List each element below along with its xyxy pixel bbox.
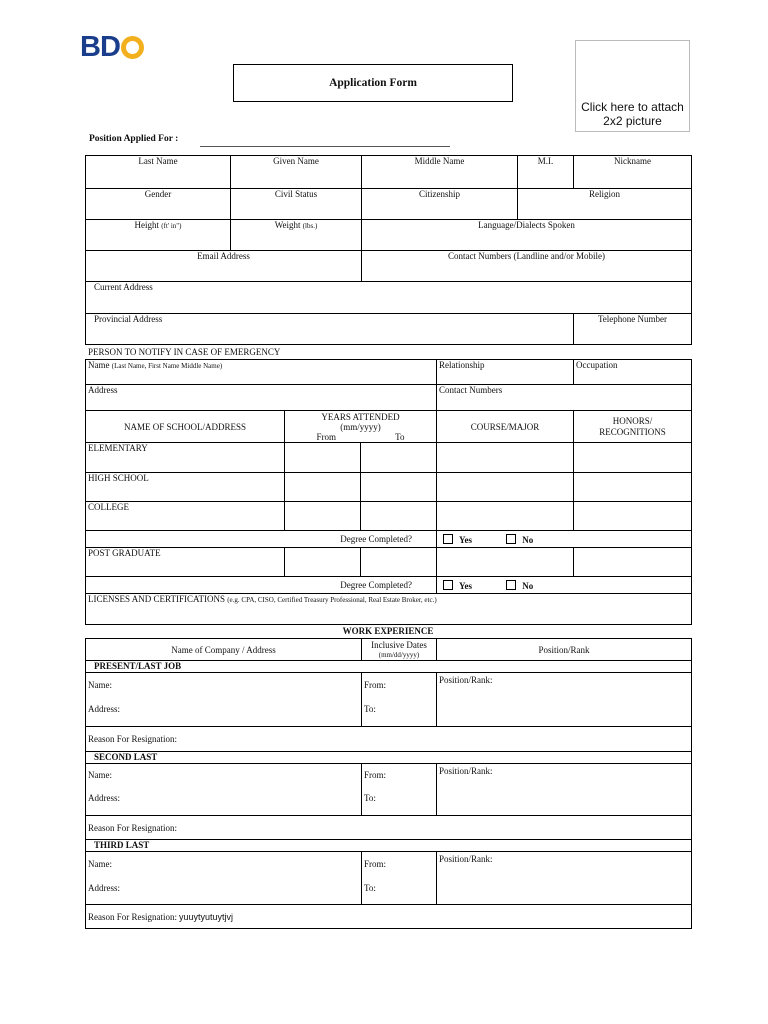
elementary-from-field[interactable] xyxy=(285,443,361,473)
last-name-field[interactable]: Last Name xyxy=(86,156,231,189)
school-header: NAME OF SCHOOL/ADDRESS xyxy=(86,411,285,443)
email-field[interactable]: Email Address xyxy=(86,251,362,282)
mi-field[interactable]: M.I. xyxy=(518,156,574,189)
current-address-field[interactable]: Current Address xyxy=(86,282,692,314)
photo-label-line1: Click here to attach xyxy=(581,100,684,114)
checkbox-icon xyxy=(506,534,516,544)
emergency-education-table xyxy=(85,359,692,625)
post-graduate-course-field[interactable] xyxy=(437,548,574,577)
job1-reason-field[interactable]: Reason For Resignation: xyxy=(86,727,692,752)
job2-dates-field[interactable]: From: To: xyxy=(362,764,437,816)
occupation-field[interactable]: Occupation xyxy=(574,360,692,385)
work-experience-table xyxy=(85,638,692,929)
job3-company-field[interactable]: Name: Address: xyxy=(86,852,362,905)
pg-degree-yes-checkbox[interactable]: Yes xyxy=(443,581,472,591)
attach-photo-button[interactable] xyxy=(575,40,690,132)
job1-position-field[interactable]: Position/Rank: xyxy=(437,673,692,727)
photo-label-line2: 2x2 picture xyxy=(603,114,662,128)
post-graduate-to-field[interactable] xyxy=(361,548,437,577)
relationship-field[interactable]: Relationship xyxy=(437,360,574,385)
college-honors-field[interactable] xyxy=(574,502,692,531)
personal-info-table xyxy=(85,155,692,345)
height-field[interactable]: Height (ft' in") xyxy=(86,220,231,251)
emergency-contact-field[interactable]: Contact Numbers xyxy=(437,385,692,411)
post-graduate-field[interactable]: POST GRADUATE xyxy=(86,548,285,577)
emergency-heading: PERSON TO NOTIFY IN CASE OF EMERGENCY xyxy=(88,347,281,357)
job1-company-field[interactable]: Name: Address: xyxy=(86,673,362,727)
degree-completed-options xyxy=(437,531,692,548)
job3-reason-field[interactable]: Reason For Resignation: yuuytyutuytjvj xyxy=(86,905,692,929)
pg-degree-no-checkbox[interactable]: No xyxy=(506,581,533,591)
middle-name-field[interactable]: Middle Name xyxy=(362,156,518,189)
job3-reason-value: yuuytyutuytjvj xyxy=(179,911,234,922)
course-header: COURSE/MAJOR xyxy=(437,411,574,443)
checkbox-icon xyxy=(443,580,453,590)
dates-header: Inclusive Dates (mm/dd/yyyy) xyxy=(362,639,437,661)
college-field[interactable]: COLLEGE xyxy=(86,502,285,531)
provincial-address-field[interactable]: Provincial Address xyxy=(86,314,574,345)
bdo-logo xyxy=(80,30,144,64)
logo-text: BD xyxy=(80,31,120,63)
elementary-course-field[interactable] xyxy=(437,443,574,473)
high-school-honors-field[interactable] xyxy=(574,473,692,502)
high-school-from-field[interactable] xyxy=(285,473,361,502)
logo-ring-icon xyxy=(121,36,144,59)
elementary-honors-field[interactable] xyxy=(574,443,692,473)
college-course-field[interactable] xyxy=(437,502,574,531)
emergency-address-field[interactable]: Address xyxy=(86,385,437,411)
given-name-field[interactable]: Given Name xyxy=(231,156,362,189)
job-label-second: SECOND LAST xyxy=(86,752,692,764)
nickname-field[interactable]: Nickname xyxy=(574,156,692,189)
licenses-field[interactable]: LICENSES AND CERTIFICATIONS (e.g. CPA, CISO, Certified Treasury Professional, Real Estate Broker, etc.) xyxy=(86,594,692,625)
post-graduate-honors-field[interactable] xyxy=(574,548,692,577)
college-degree-no-checkbox[interactable]: No xyxy=(506,535,533,545)
job2-reason-field[interactable]: Reason For Resignation: xyxy=(86,816,692,840)
high-school-course-field[interactable] xyxy=(437,473,574,502)
college-degree-yes-checkbox[interactable]: Yes xyxy=(443,535,472,545)
job2-position-field[interactable]: Position/Rank: xyxy=(437,764,692,816)
language-field[interactable]: Language/Dialects Spoken xyxy=(362,220,692,251)
post-graduate-from-field[interactable] xyxy=(285,548,361,577)
job3-position-field[interactable]: Position/Rank: xyxy=(437,852,692,905)
work-experience-heading: WORK EXPERIENCE xyxy=(342,626,434,636)
college-from-field[interactable] xyxy=(285,502,361,531)
job1-dates-field[interactable]: From: To: xyxy=(362,673,437,727)
position-applied-label: Position Applied For : xyxy=(89,134,179,144)
civil-status-field[interactable]: Civil Status xyxy=(231,189,362,220)
job-label-third: THIRD LAST xyxy=(86,840,692,852)
position-applied-field[interactable] xyxy=(200,146,450,147)
elementary-school-field[interactable]: ELEMENTARY xyxy=(86,443,285,473)
job-label-present: PRESENT/LAST JOB xyxy=(86,661,692,673)
pg-degree-completed-options xyxy=(437,577,692,594)
high-school-field[interactable]: HIGH SCHOOL xyxy=(86,473,285,502)
company-header: Name of Company / Address xyxy=(86,639,362,661)
honors-header: HONORS/ RECOGNITIONS xyxy=(574,411,692,443)
gender-field[interactable]: Gender xyxy=(86,189,231,220)
emergency-name-field[interactable]: Name (Last Name, First Name Middle Name) xyxy=(86,360,437,385)
years-attended-header: YEARS ATTENDED (mm/yyyy) From To xyxy=(285,411,437,443)
religion-field[interactable]: Religion xyxy=(518,189,692,220)
college-to-field[interactable] xyxy=(361,502,437,531)
telephone-field[interactable]: Telephone Number xyxy=(574,314,692,345)
high-school-to-field[interactable] xyxy=(361,473,437,502)
citizenship-field[interactable]: Citizenship xyxy=(362,189,518,220)
checkbox-icon xyxy=(443,534,453,544)
contact-numbers-field[interactable]: Contact Numbers (Landline and/or Mobile) xyxy=(362,251,692,282)
position-header: Position/Rank xyxy=(437,639,692,661)
checkbox-icon xyxy=(506,580,516,590)
form-title: Application Form xyxy=(233,64,513,102)
elementary-to-field[interactable] xyxy=(361,443,437,473)
pg-degree-completed-label: Degree Completed? xyxy=(86,577,437,594)
job3-dates-field[interactable]: From: To: xyxy=(362,852,437,905)
job2-company-field[interactable]: Name: Address: xyxy=(86,764,362,816)
weight-field[interactable]: Weight (lbs.) xyxy=(231,220,362,251)
degree-completed-label: Degree Completed? xyxy=(86,531,437,548)
